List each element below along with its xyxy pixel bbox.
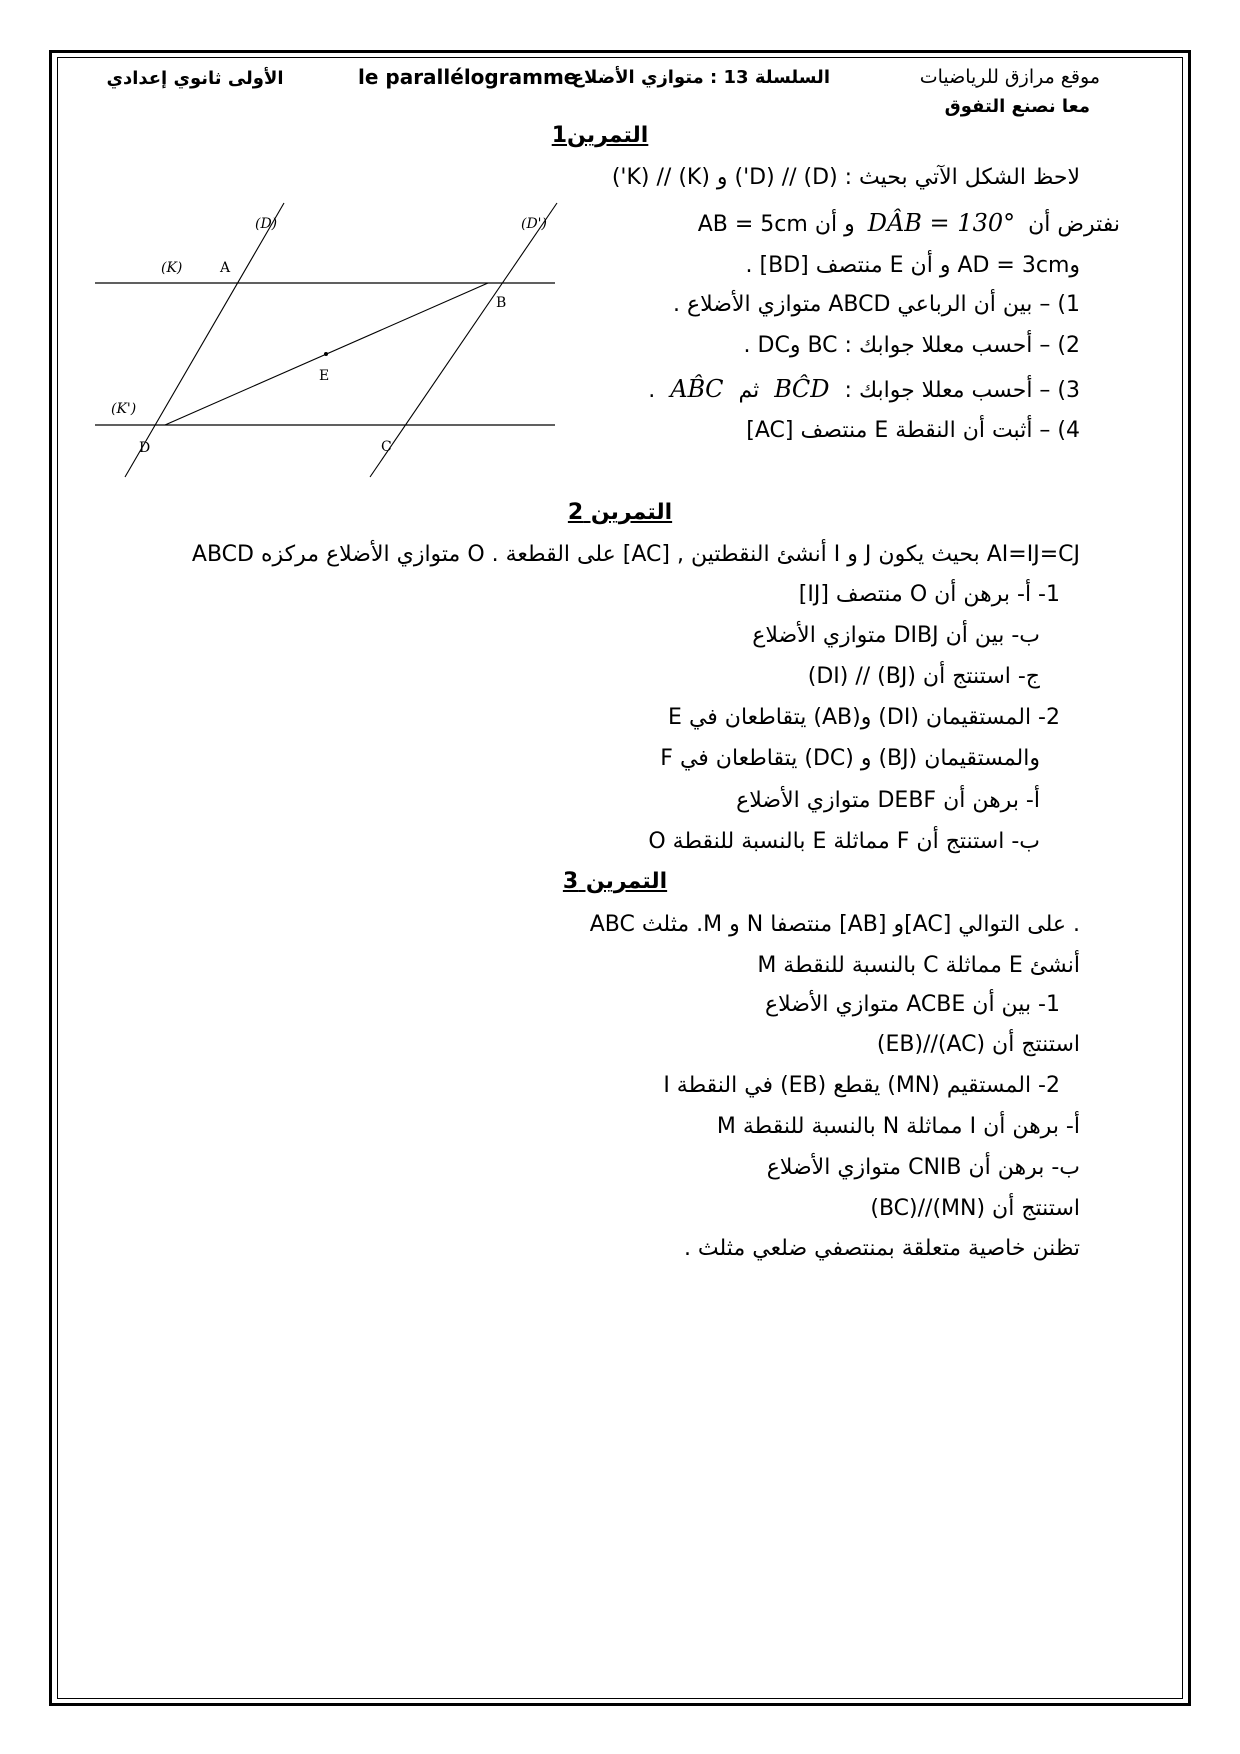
- geometry-figure: [85, 195, 570, 485]
- series-title: السلسلة 13 : متوازي الأضلاع: [571, 67, 830, 88]
- label-point-A: A: [220, 260, 231, 276]
- ex3-question-1-deduce: استنتج أن (AC)//(EB): [876, 1032, 1080, 1057]
- ex1-statement-line3: وAD = 3cm و أن E منتصف [BD] .: [745, 253, 1080, 278]
- ex3-question-2-deduce: استنتج أن (MN)//(BC): [870, 1196, 1080, 1221]
- angle-ABC: AB̂C: [670, 375, 724, 403]
- ex1-question-4: 4) – أثبت أن النقطة E منتصف [AC]: [746, 418, 1080, 443]
- ex1-ab-length: و أن AB = 5cm: [697, 212, 855, 237]
- exercise-3-title: التمرين 3: [562, 869, 668, 894]
- ex2-intro: ABCD متوازي الأضلاع مركزه O . على القطعة [AC] , أنشئ النقطتين I و J بحيث يكون AI=IJ=CJ: [191, 542, 1080, 567]
- label-line-K-prime: (K'): [111, 401, 137, 417]
- ex1-question-2: 2) – أحسب معللا جوابك : BC وDC .: [743, 333, 1080, 358]
- ex2-question-1c: ج- استنتج أن (BJ) // (DI): [807, 664, 1040, 689]
- ex3-question-2b: ب- برهن أن CNIB متوازي الأضلاع: [766, 1155, 1080, 1180]
- label-line-K: (K): [161, 260, 183, 276]
- line-D-prime: [370, 203, 557, 477]
- ex2-question-2a: أ- برهن أن DEBF متوازي الأضلاع: [736, 788, 1040, 813]
- ex1-q3-end: .: [648, 378, 656, 403]
- label-point-D: D: [139, 440, 151, 456]
- angle-DAB-value: DÂB = 130°: [867, 209, 1016, 237]
- ex3-question-1: 1- بين أن ACBE متوازي الأضلاع: [764, 992, 1060, 1017]
- ex1-assume-text: نفترض أن: [1028, 212, 1120, 237]
- line-D: [125, 203, 284, 477]
- level-label: الأولى ثانوي إعدادي: [106, 68, 284, 89]
- ex3-construct: أنشئ E مماثلة C بالنسبة للنقطة M: [757, 953, 1080, 978]
- ex1-question-3: [600, 374, 1080, 406]
- french-title: le parallélogramme: [358, 65, 578, 89]
- ex3-conclusion: تظنن خاصية متعلقة بمنتصفي ضلعي مثلث .: [683, 1236, 1080, 1261]
- angle-BCD: BĈD: [774, 375, 830, 403]
- ex1-statement-line1: لاحظ الشكل الآتي بحيث : (D) // (D') و (K) // (K'): [611, 165, 1080, 190]
- label-point-E: E: [319, 368, 330, 384]
- ex2-question-1a: 1- أ- برهن أن O منتصف [IJ]: [798, 582, 1060, 607]
- ex1-question-1: 1) – بين أن الرباعي ABCD متوازي الأضلاع .: [673, 292, 1080, 317]
- slogan: معا نصنع التفوق: [944, 96, 1090, 117]
- ex2-question-2-cont: والمستقيمان (BJ) و (DC) يتقاطعان في F: [660, 746, 1040, 771]
- ex2-question-2: 2- المستقيمان (DI) و(AB) يتقاطعان في E: [668, 705, 1060, 730]
- ex1-statement-line2: [697, 208, 1120, 240]
- site-name: موقع مرازق للرياضيات: [919, 66, 1100, 88]
- label-point-C: C: [381, 439, 392, 455]
- point-E-dot: [324, 352, 328, 356]
- ex3-question-2a: أ- برهن أن I مماثلة N بالنسبة للنقطة M: [716, 1114, 1080, 1139]
- label-line-D-prime: (D'): [521, 216, 547, 232]
- ex2-question-2b: ب- استنتج أن F مماثلة E بالنسبة للنقطة O: [648, 829, 1040, 854]
- label-point-B: B: [496, 295, 507, 311]
- label-line-D: (D): [255, 216, 278, 232]
- ex2-question-1b: ب- بين أن DIBJ متوازي الأضلاع: [752, 623, 1040, 648]
- ex3-question-2: 2- المستقيم (MN) يقطع (EB) في النقطة I: [663, 1073, 1060, 1098]
- exercise-1-title: التمرين1: [551, 123, 649, 148]
- ex1-q3-text: 3) – أحسب معللا جوابك :: [844, 378, 1080, 403]
- ex3-intro: ABC مثلث .M و N منتصفا [AB] و[AC] على التوالي .: [589, 912, 1080, 937]
- ex1-q3-then: ثم: [738, 378, 760, 403]
- exercise-2-title: التمرين 2: [567, 500, 673, 525]
